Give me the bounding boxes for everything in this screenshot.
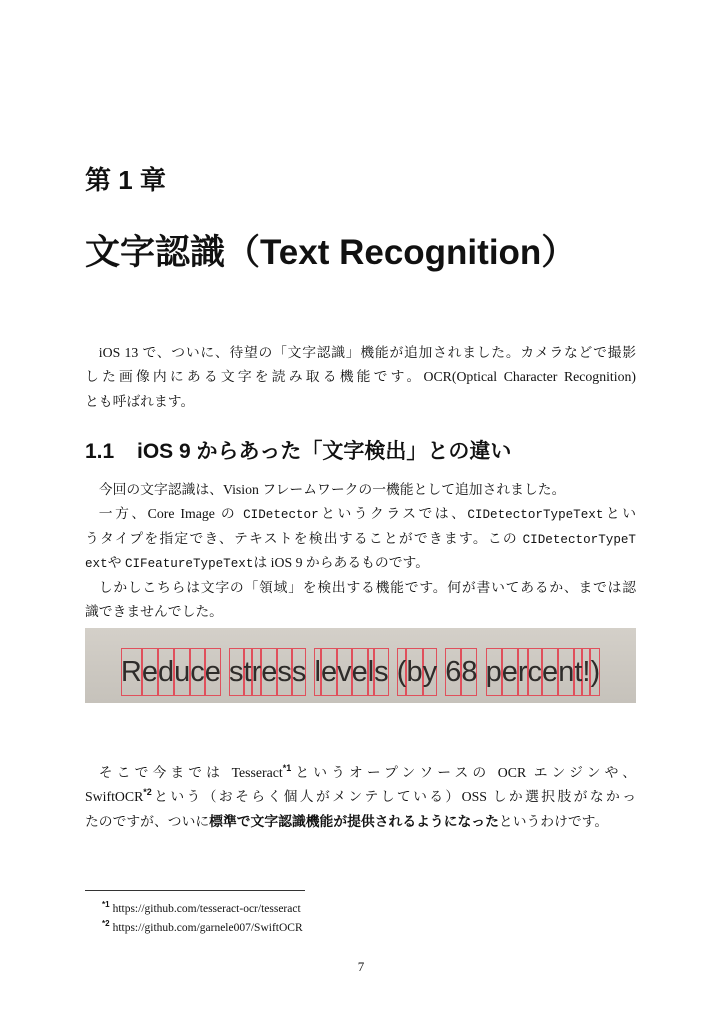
figure-space [437, 648, 445, 696]
char-box: s [277, 648, 292, 696]
code-term: CIFeatureTypeText [124, 557, 254, 572]
char-box: s [374, 648, 389, 696]
page-number: 7 [357, 959, 365, 974]
section-body [85, 478, 636, 624]
char-box: 6 [445, 648, 461, 696]
char-box: e [502, 648, 518, 696]
figure-text [85, 648, 636, 696]
text-segment: というオープンソースの OCR エンジンや、 [291, 765, 636, 780]
char-box: e [261, 648, 277, 696]
chapter-label: 第 1 章 [85, 165, 166, 195]
text-line: した画像内にある文字を読み取る機能です。OCR(Optical Character Recognition) [85, 369, 636, 385]
text-segment: や [107, 555, 125, 571]
char-box: p [486, 648, 502, 696]
ocr-figure [85, 628, 636, 703]
section-title: iOS 9 からあった「文字検出」との違い [137, 440, 512, 463]
char-box: l [314, 648, 320, 696]
code-term: CIDetector [243, 508, 319, 523]
footnote [102, 915, 303, 937]
text-segment: 一方、Core Image の [98, 506, 244, 522]
text-line [85, 810, 636, 834]
text-segment: たのですが、ついに [85, 813, 210, 829]
code-term: ext [85, 557, 108, 572]
footnote-ref[interactable]: *2 [143, 787, 152, 798]
char-box: ! [582, 648, 590, 696]
char-box: t [574, 648, 582, 696]
text-segment: は iOS 9 からあるものです。 [253, 555, 430, 571]
char-box: c [528, 648, 543, 696]
text-segment: というわけです。 [498, 813, 609, 829]
footnote-link[interactable]: https://github.com/garnele007/SwiftOCR [112, 922, 303, 934]
char-box: l [368, 648, 374, 696]
figure-space [477, 648, 485, 696]
char-box: ( [397, 648, 407, 696]
char-box: v [337, 648, 352, 696]
char-box: r [252, 648, 262, 696]
section-number: 1.1 [85, 440, 115, 463]
footnote-mark: *1 [102, 900, 110, 909]
text-segment: という（おそらく個人がメンテしている）OSS しか選択肢がなかっ [151, 789, 636, 805]
text-line [85, 527, 636, 551]
char-box: s [292, 648, 307, 696]
text-segment: とい [603, 506, 636, 522]
text-line: 識できませんでした。 [85, 603, 223, 619]
footnote-divider [85, 890, 305, 891]
figure-space [221, 648, 229, 696]
char-box: u [174, 648, 190, 696]
char-box: e [542, 648, 558, 696]
text-segment: そこで今までは Tesseract [98, 765, 283, 780]
char-box: b [406, 648, 422, 696]
char-box: R [121, 648, 142, 696]
char-box: c [190, 648, 205, 696]
footnote-ref[interactable]: *1 [282, 763, 292, 773]
text-line [85, 502, 636, 526]
intro-paragraph [85, 341, 636, 414]
text-line [85, 761, 636, 785]
figure-space [389, 648, 397, 696]
char-box: e [205, 648, 221, 696]
code-term: CIDetectorTypeT [522, 532, 636, 547]
char-box: e [321, 648, 337, 696]
text-line: iOS 13 で、ついに、待望の「文字認識」機能が追加されました。カメラなどで撮影 [98, 345, 636, 360]
text-line: しかしこちらは文字の「領域」を検出する機能です。何が書いてあるか、までは認 [98, 579, 636, 595]
char-box: d [158, 648, 174, 696]
text-line: 今回の文字認識は、Vision フレームワークの一機能として追加されました。 [98, 482, 566, 497]
text-segment: というクラスでは、 [318, 506, 468, 522]
text-segment: うタイプを指定でき、テキストを検出することができます。この [85, 530, 523, 546]
char-box: e [352, 648, 368, 696]
char-box: y [423, 648, 438, 696]
char-box: r [518, 648, 528, 696]
char-box: t [244, 648, 252, 696]
char-box: 8 [461, 648, 477, 696]
text-segment: SwiftOCR [85, 789, 144, 805]
footnote-mark: *2 [102, 919, 110, 928]
text-line [85, 551, 636, 575]
text-line [85, 785, 636, 809]
figure-space [306, 648, 314, 696]
char-box: e [142, 648, 158, 696]
code-term: CIDetectorTypeText [467, 508, 604, 523]
chapter-title: 文字認識（Text Recognition） [85, 233, 577, 272]
closing-paragraph [85, 761, 636, 834]
footnote-link[interactable]: https://github.com/tesseract-ocr/tesseract [112, 903, 301, 915]
char-box: ) [590, 648, 600, 696]
text-line: とも呼ばれます。 [85, 393, 195, 409]
char-box: n [558, 648, 574, 696]
emphasis-text: 標準で文字認識機能が提供されるようになった [209, 813, 499, 829]
char-box: s [229, 648, 244, 696]
